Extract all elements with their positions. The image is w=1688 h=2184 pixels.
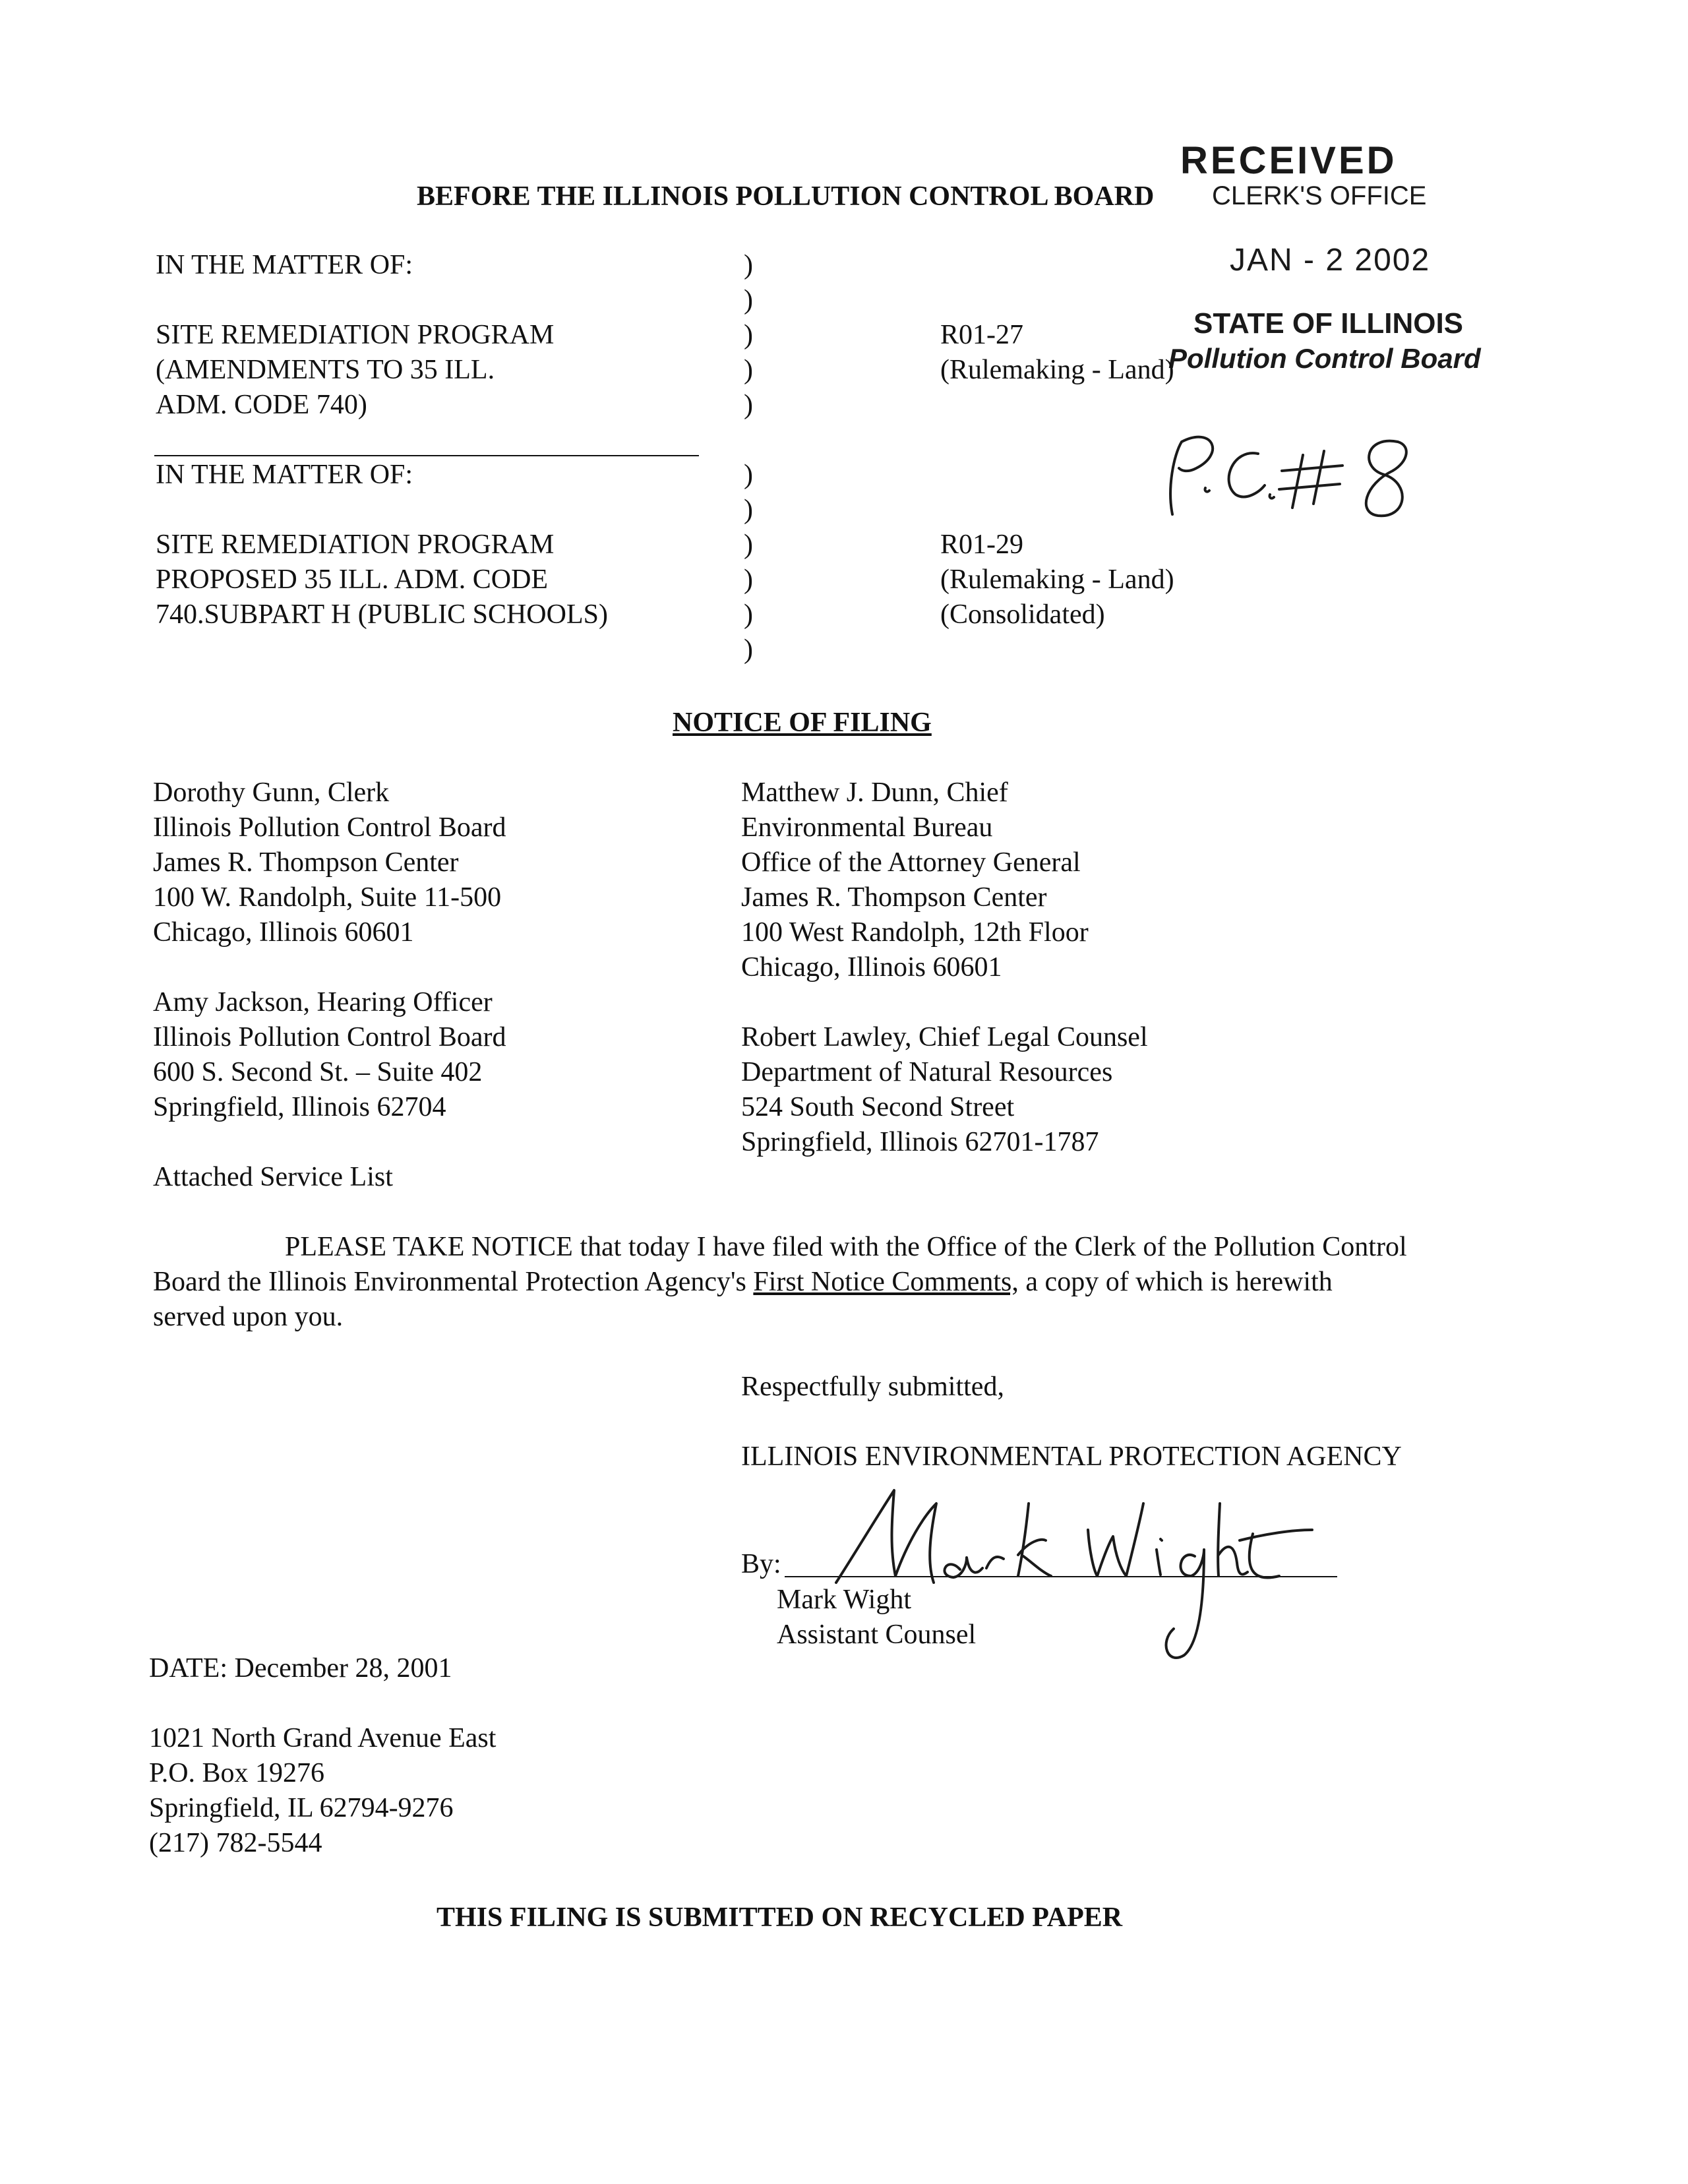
recipient-line: Chicago, Illinois 60601: [741, 952, 1002, 983]
recipient-line: Illinois Pollution Control Board: [153, 812, 506, 843]
paren: ): [744, 564, 753, 595]
matter2-line: SITE REMEDIATION PROGRAM: [156, 530, 555, 560]
matter1-intro: IN THE MATTER OF:: [156, 250, 413, 280]
stamp-date: JAN - 2 2002: [1230, 243, 1431, 278]
received-stamp: RECEIVED: [1180, 139, 1397, 182]
signer-name: Mark Wight: [777, 1585, 912, 1615]
phone-number: (217) 782-5544: [149, 1828, 322, 1858]
agency-name: ILLINOIS ENVIRONMENTAL PROTECTION AGENCY: [741, 1441, 1402, 1472]
recipient-line: Springfield, Illinois 62701-1787: [741, 1127, 1099, 1157]
paren: ): [744, 250, 753, 280]
first-notice-comments: First Notice Comments,: [753, 1267, 1019, 1297]
matter2-line: 740.SUBPART H (PUBLIC SCHOOLS): [156, 599, 608, 630]
paren: ): [744, 320, 753, 350]
matter2-type: (Rulemaking - Land): [940, 564, 1174, 595]
matter1-line: SITE REMEDIATION PROGRAM: [156, 320, 555, 350]
matter1-type: (Rulemaking - Land): [940, 355, 1174, 385]
clerks-office-stamp: CLERK'S OFFICE: [1212, 181, 1427, 210]
paren: ): [744, 599, 753, 630]
recipient-line: 100 W. Randolph, Suite 11-500: [153, 882, 502, 913]
body-text: a copy of which is herewith: [1018, 1267, 1333, 1297]
matter1-line: (AMENDMENTS TO 35 ILL.: [156, 355, 495, 385]
recipient-line: 600 S. Second St. – Suite 402: [153, 1057, 483, 1087]
recipient-line: Environmental Bureau: [741, 812, 993, 843]
caption-divider: [154, 455, 699, 456]
address-line: 1021 North Grand Avenue East: [149, 1723, 497, 1753]
paren: ): [744, 460, 753, 490]
recipient-line: 524 South Second Street: [741, 1092, 1015, 1122]
body-line-2: [153, 1265, 1333, 1300]
recipient-line: James R. Thompson Center: [153, 847, 459, 878]
recipient-line: Amy Jackson, Hearing Officer: [153, 987, 493, 1017]
recipient-line: 100 West Randolph, 12th Floor: [741, 917, 1089, 948]
recycled-paper-footer: THIS FILING IS SUBMITTED ON RECYCLED PAPER: [437, 1902, 1123, 1933]
body-text: Board the Illinois Environmental Protection Agency's: [153, 1267, 754, 1297]
paren: ): [744, 495, 753, 525]
recipient-line: Dorothy Gunn, Clerk: [153, 777, 390, 808]
matter2-docket: R01-29: [940, 530, 1023, 560]
matter2-status: (Consolidated): [940, 599, 1105, 630]
recipient-line: Springfield, Illinois 62704: [153, 1092, 446, 1122]
matter2-intro: IN THE MATTER OF:: [156, 460, 413, 490]
by-label: By:: [741, 1549, 781, 1579]
date-line: DATE: December 28, 2001: [149, 1653, 452, 1684]
paren: ): [744, 390, 753, 420]
address-line: P.O. Box 19276: [149, 1758, 325, 1788]
matter1-line: ADM. CODE 740): [156, 390, 367, 420]
matter2-line: PROPOSED 35 ILL. ADM. CODE: [156, 564, 549, 595]
paren: ): [744, 530, 753, 560]
service-list: Attached Service List: [153, 1162, 393, 1192]
recipient-line: Illinois Pollution Control Board: [153, 1022, 506, 1052]
recipient-line: James R. Thompson Center: [741, 882, 1047, 913]
paren: ): [744, 285, 753, 315]
address-line: Springfield, IL 62794-9276: [149, 1793, 454, 1823]
matter1-docket: R01-27: [940, 320, 1023, 350]
body-line: PLEASE TAKE NOTICE that today I have filed with the Office of the Clerk of the Pollution Control: [285, 1232, 1407, 1262]
recipient-line: Robert Lawley, Chief Legal Counsel: [741, 1022, 1148, 1052]
recipient-line: Office of the Attorney General: [741, 847, 1081, 878]
paren: ): [744, 355, 753, 385]
recipient-line: Chicago, Illinois 60601: [153, 917, 414, 948]
recipient-line: Department of Natural Resources: [741, 1057, 1113, 1087]
handwritten-pc-number: [1147, 429, 1437, 528]
document-title: BEFORE THE ILLINOIS POLLUTION CONTROL BOARD: [417, 181, 1155, 212]
notice-title: NOTICE OF FILING: [673, 708, 932, 738]
signer-title: Assistant Counsel: [777, 1620, 977, 1650]
paren: ): [744, 634, 753, 665]
closing: Respectfully submitted,: [741, 1372, 1004, 1402]
stamp-state: STATE OF ILLINOIS: [1193, 307, 1464, 340]
body-line: served upon you.: [153, 1302, 344, 1332]
recipient-line: Matthew J. Dunn, Chief: [741, 777, 1008, 808]
stamp-board: Pollution Control Board: [1168, 343, 1481, 374]
